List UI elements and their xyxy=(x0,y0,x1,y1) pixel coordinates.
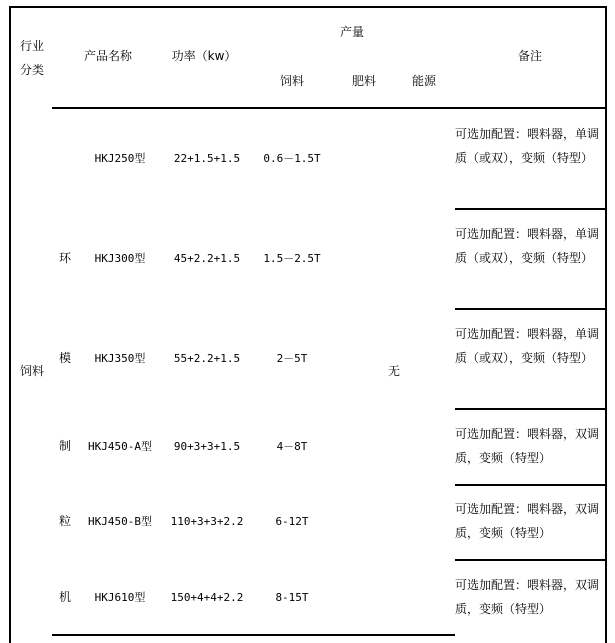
product-power: 22+1.5+1.5 xyxy=(173,152,241,165)
product-name: HKJ610型 xyxy=(94,591,146,604)
fertilizer-value: 无 xyxy=(387,364,401,378)
product-name: HKJ450-A型 xyxy=(88,440,152,453)
product-name: HKJ250型 xyxy=(94,152,146,165)
product-remark: 可选加配置：喂料器，双调质，变频（特型） xyxy=(455,578,600,616)
product-name: HKJ300型 xyxy=(94,252,146,265)
product-power: 45+2.2+1.5 xyxy=(173,252,241,265)
header-fertilizer: 肥料 xyxy=(351,74,377,88)
remark-divider xyxy=(455,559,607,561)
product-name: HKJ350型 xyxy=(94,352,146,365)
header-divider xyxy=(52,107,607,109)
header-product-name: 产品名称 xyxy=(83,49,133,63)
machine-type-char: 模 xyxy=(59,351,72,365)
product-power: 110+3+3+2.2 xyxy=(170,515,244,528)
product-power: 150+4+4+2.2 xyxy=(170,591,244,604)
table-border-top xyxy=(9,6,607,8)
product-feed-output: 8-15T xyxy=(275,591,309,604)
machine-type-char: 机 xyxy=(59,590,72,604)
table-border-right xyxy=(605,6,607,643)
machine-type-char: 粒 xyxy=(59,514,72,528)
header-output: 产量 xyxy=(339,25,365,39)
header-category-line2: 分类 xyxy=(20,63,45,77)
machine-type-char: 制 xyxy=(59,439,72,453)
remark-divider xyxy=(455,308,607,310)
remark-divider xyxy=(455,208,607,210)
product-remark: 可选加配置：喂料器，单调质（或双），变频（特型） xyxy=(455,227,600,265)
product-power: 90+3+3+1.5 xyxy=(173,440,241,453)
header-energy: 能源 xyxy=(411,74,437,88)
machine-type-char: 环 xyxy=(59,251,72,265)
product-remark: 可选加配置：喂料器，单调质（或双），变频（特型） xyxy=(455,327,600,365)
product-name: HKJ450-B型 xyxy=(88,515,152,528)
header-category-line1: 行业 xyxy=(20,39,45,53)
industry-cell: 饲料 xyxy=(20,364,45,378)
bottom-divider xyxy=(52,634,455,636)
header-remarks: 备注 xyxy=(517,49,543,63)
product-feed-output: 0.6－1.5T xyxy=(263,152,321,165)
remark-divider xyxy=(455,408,607,410)
product-feed-output: 4－8T xyxy=(276,440,308,453)
product-remark: 可选加配置：喂料器，单调质（或双），变频（特型） xyxy=(455,127,600,165)
product-feed-output: 1.5－2.5T xyxy=(263,252,321,265)
header-power: 功率（kw） xyxy=(171,49,237,63)
product-feed-output: 2－5T xyxy=(276,352,308,365)
remark-divider xyxy=(455,484,607,486)
product-power: 55+2.2+1.5 xyxy=(173,352,241,365)
product-remark: 可选加配置：喂料器，双调质，变频（特型） xyxy=(455,427,600,465)
table-border-left xyxy=(9,6,11,643)
product-remark: 可选加配置：喂料器，双调质，变频（特型） xyxy=(455,502,600,540)
product-feed-output: 6-12T xyxy=(275,515,309,528)
header-feed: 饲料 xyxy=(279,74,305,88)
